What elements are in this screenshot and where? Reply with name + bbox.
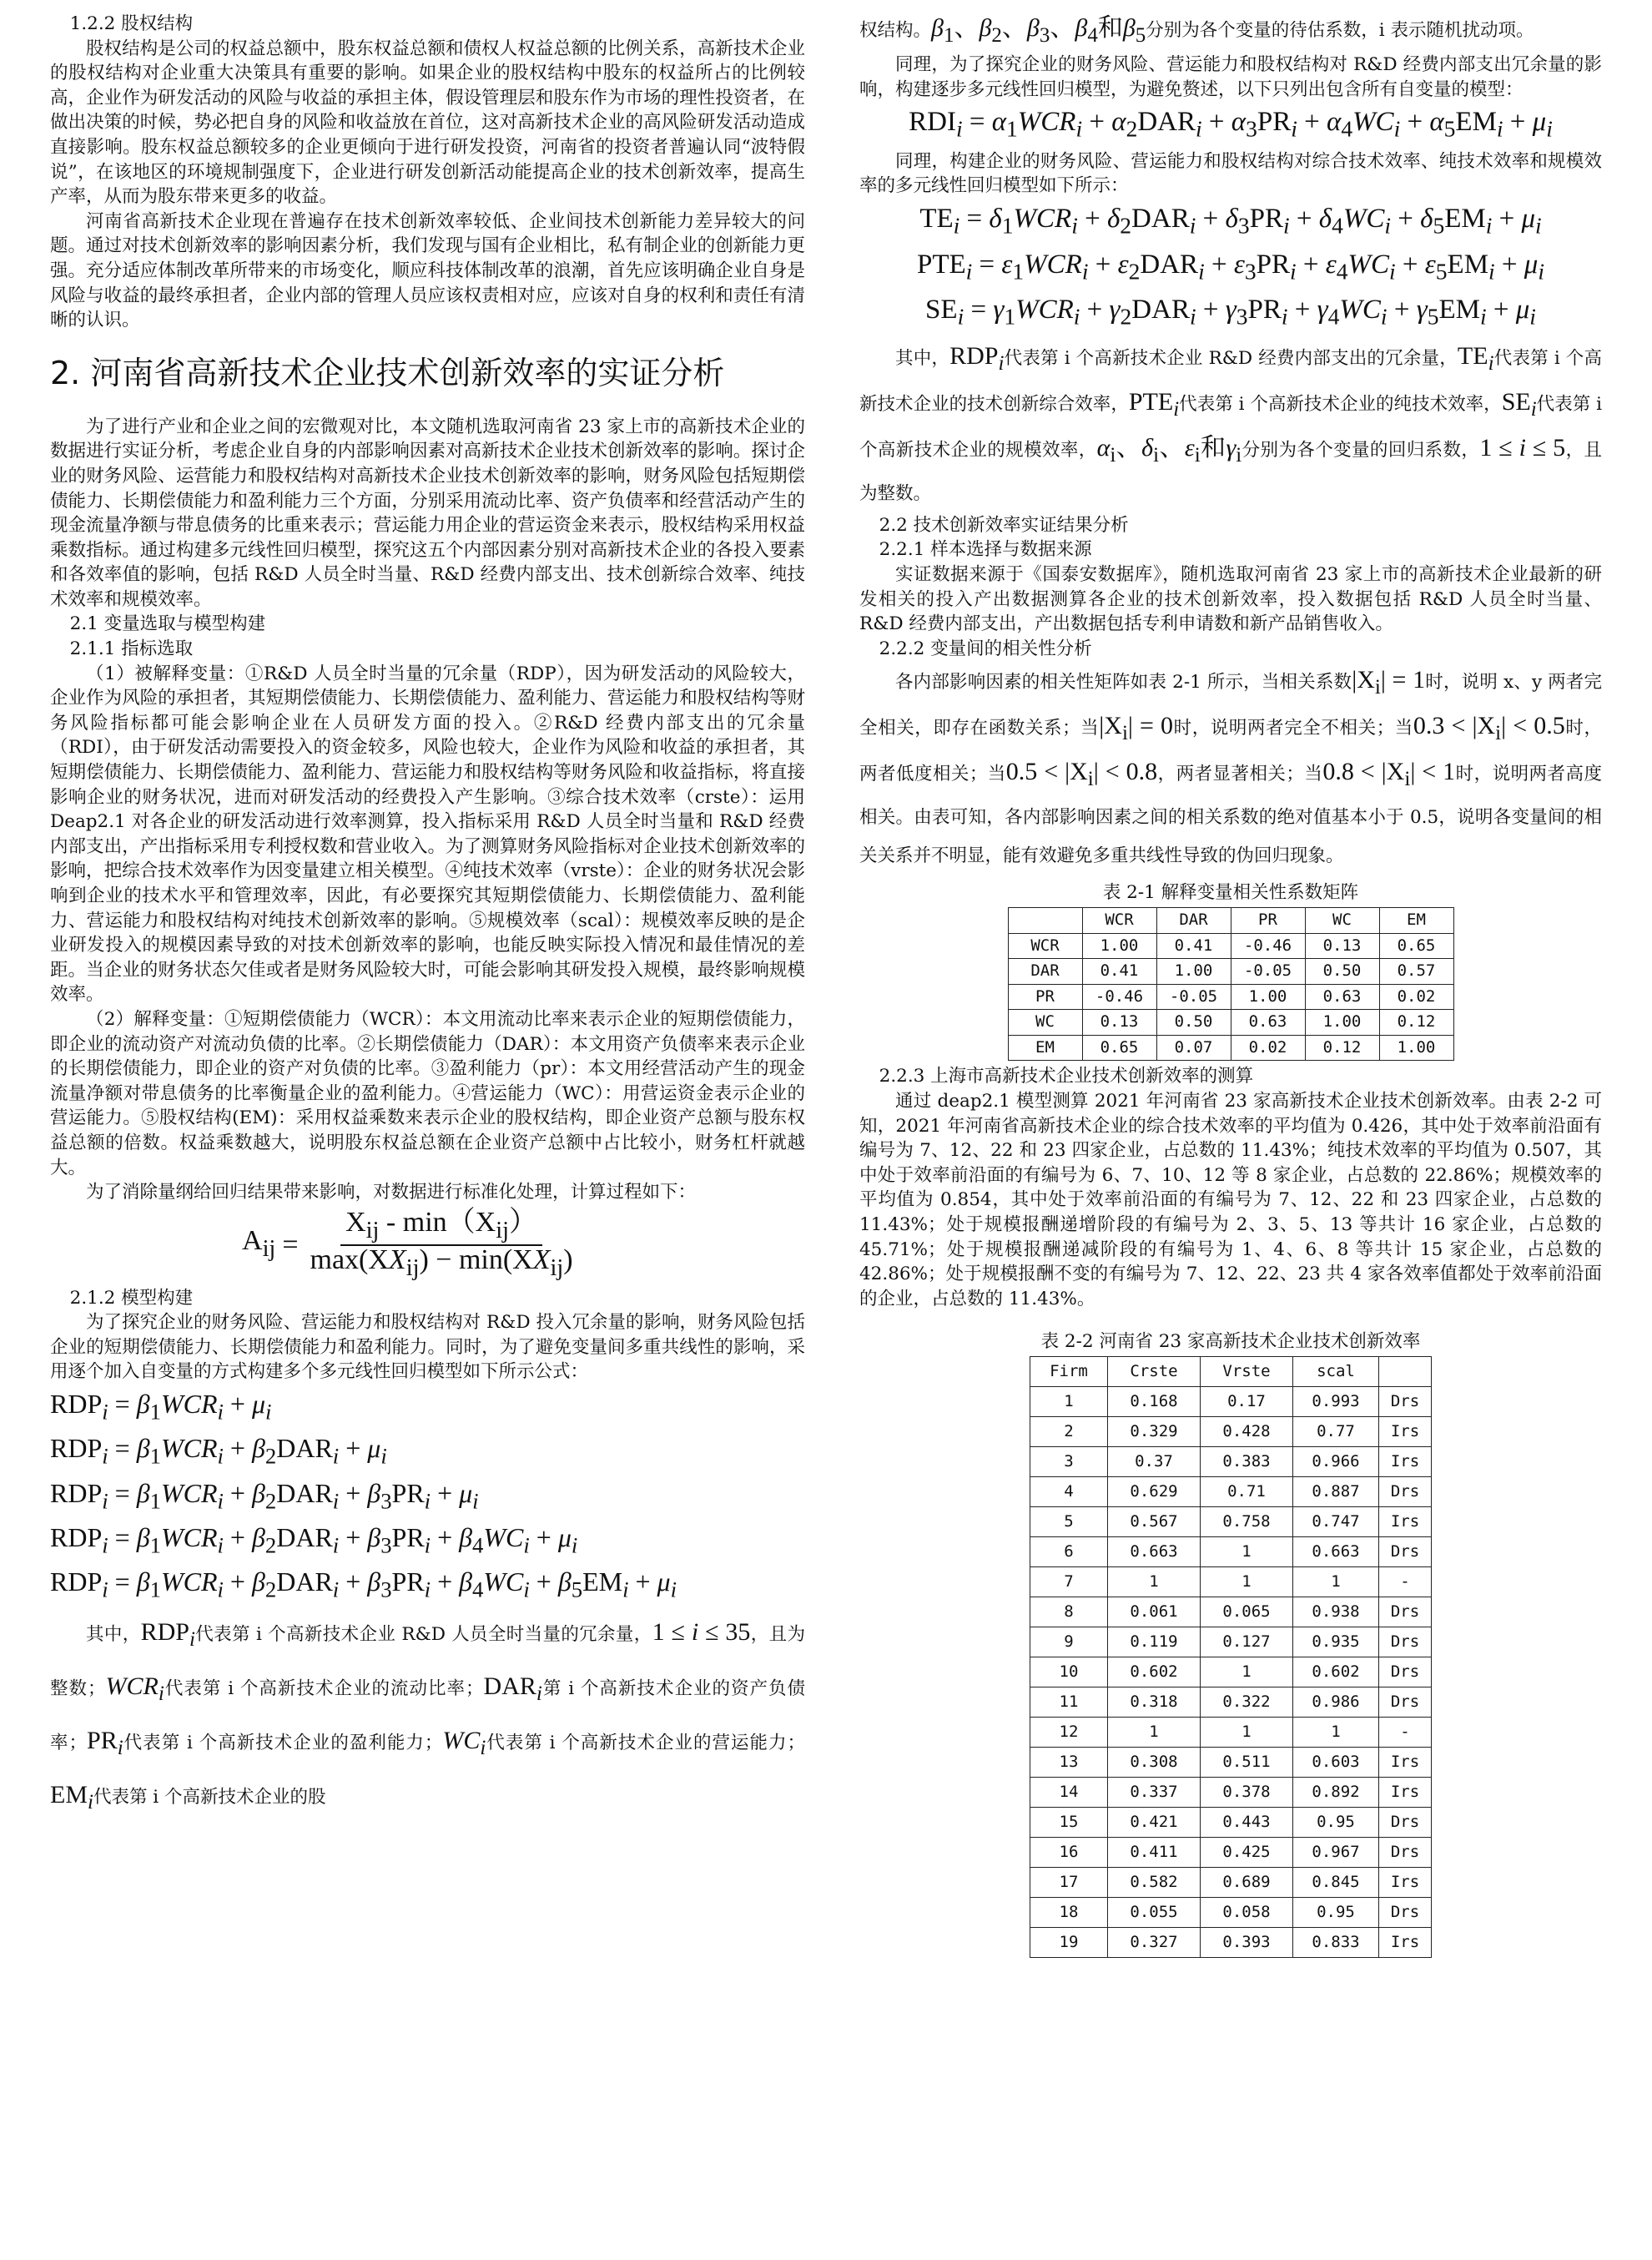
table2-cell: - <box>1379 1567 1432 1597</box>
table-2-2-caption: 表 2-2 河南省 23 家高新技术企业技术创新效率 <box>1040 1331 1421 1353</box>
table1-cell: 0.02 <box>1379 984 1453 1010</box>
table1-cell: 0.63 <box>1305 984 1379 1010</box>
paragraph-equity-structure: 股权结构是公司的权益总额中，股东权益总额和债权人权益总额的比例关系，高新技术企业的股权结构对企业重大决策具有重要的影响。如果企业的股权结构中股东的权益所占的比例较高，企业作为研发活动的风险与收益的承担主体，假设管理层和股东作为市场的理性投资者，在做出决策的时候，势必把自身的风险和收益放在首位，这对高新技术企业的高风险研发活动造成直接影响。股东权益总额较多的企业更倾向于进行研发投资，河南省的投资者普遍认同“波特假说”，在该地区的环境规制强度下，企业进行研发创新活动能提高企业的技术创新效率，提高生产率，从而为股东带来更多的收益。 <box>50 38 805 208</box>
table2-cell: 0.443 <box>1201 1808 1293 1838</box>
table2-row <box>1030 1507 1432 1537</box>
equation-te: $TE_i = \delta_1WCR_i + \delta_2DAR_i + \delta_3PR_i + \delta_4WC_i + \delta_5EM_i + \mu_i$ <box>919 203 1542 239</box>
table2-cell: 0.602 <box>1293 1657 1379 1687</box>
table2-cell: Drs <box>1379 1597 1432 1627</box>
table2-cell: 18 <box>1030 1898 1108 1928</box>
table2-cell: 1 <box>1201 1567 1293 1597</box>
table2-cell: 0.567 <box>1108 1507 1201 1537</box>
equation-pte: $PTE_i = \varepsilon_1WCR_i + \varepsilon_2DAR_i + \varepsilon_3PR_i + \varepsilon_4WC_i + \varepsilon_5EM_i + \mu_i$ <box>916 249 1545 285</box>
table2-cell: 0.747 <box>1293 1507 1379 1537</box>
table1-header-cell: EM <box>1379 907 1453 933</box>
section-heading-2-1-2: 2.1.2 模型构建 <box>69 1287 194 1309</box>
table2-cell: 0.055 <box>1108 1898 1201 1928</box>
table2-cell: 0.95 <box>1293 1898 1379 1928</box>
table2-cell: Drs <box>1379 1808 1432 1838</box>
table2-cell: Irs <box>1379 1928 1432 1958</box>
table2-cell: 0.411 <box>1108 1838 1201 1868</box>
equation-rdp-3: $RDP_i = \beta_1WCR_i + \beta_2DAR_i + \beta_3PR_i + \mu_i$ <box>50 1477 479 1514</box>
paragraph-model-construction: 为了探究企业的财务风险、营运能力和股权结构对 R&D 投入冗余量的影响，财务风险包括企业的短期偿债能力、长期偿债能力和盈利能力。同时，为了避免变量间多重共线性的影响，采用逐个加入自变量的方式构建多个多元线性回归模型如下所示公式： <box>50 1312 805 1383</box>
table2-header-cell: Firm <box>1030 1357 1108 1387</box>
paragraph-correlation: 各内部影响因素的相关性矩阵如表 2-1 所示，当相关系数$|X_i| = 1$时，说明 x、y 两者完全相关，即存在函数关系；当$|X_i| = 0$时，说明两者完全不相关；当$0.3 < |X_i| < 0.5$时，两者低度相关；当$0.5 < |X_i| < 0.8$，两者显著相关；当$0.8 < |X_i| < 1$时，说明两者高度相关。由表可知，各内部影响因素之间的相关系数的绝对值基本小于 0.5，说明各变量间的相关关系并不明显，能有效避免多重共线性导致的伪回归现象。 <box>859 666 1602 867</box>
table2-row <box>1030 1657 1432 1687</box>
table1-cell: 0.57 <box>1379 959 1453 985</box>
table1-row <box>1008 1035 1453 1061</box>
equation-rdi: $RDI_i = \alpha_1WCR_i + \alpha_2DAR_i + \alpha_3PR_i + \alpha_4WC_i + \alpha_5EM_i + \mu_i$ <box>909 107 1553 142</box>
table1-cell: 1.00 <box>1379 1035 1453 1061</box>
table2-cell: Drs <box>1379 1477 1432 1507</box>
table2-cell: 0.127 <box>1201 1627 1293 1657</box>
table2-cell: Drs <box>1379 1537 1432 1567</box>
table1-cell: 0.65 <box>1379 933 1453 959</box>
table2-cell: 3 <box>1030 1447 1108 1477</box>
table2-cell: 0.833 <box>1293 1928 1379 1958</box>
table2-cell: Irs <box>1379 1447 1432 1477</box>
table2-cell: 0.119 <box>1108 1627 1201 1657</box>
table1-header-cell: WC <box>1305 907 1379 933</box>
table2-cell: 7 <box>1030 1567 1108 1597</box>
table2-row <box>1030 1447 1432 1477</box>
paragraph-equity-issues: 河南省高新技术企业现在普遍存在技术创新效率较低、企业间技术创新能力差异较大的问题。通过对技术创新效率的影响因素分析，我们发现与国有企业相比，私有制企业的创新能力更强。充分适应体制改革所带来的市场变化，顺应科技体制改革的浪潮，首先应该明确企业自身是风险与收益的最终承担者，企业内部的管理人员应该权责相对应，应该对自身的权利和责任有清晰的认识。 <box>50 210 805 331</box>
table2-cell: 8 <box>1030 1597 1108 1627</box>
table2-row <box>1030 1718 1432 1748</box>
paragraph-efficiency-model-intro: 同理，构建企业的财务风险、营运能力和股权结构对综合技术效率、纯技术效率和规模效率的多元线性回归模型如下所示： <box>859 150 1602 197</box>
table2-cell: 0.17 <box>1201 1387 1293 1417</box>
table2-cell: 0.308 <box>1108 1748 1201 1778</box>
table2-cell: 0.322 <box>1201 1687 1293 1718</box>
section-heading-2-2: 2.2 技术创新效率实证结果分析 <box>879 514 1129 536</box>
table2-cell: 14 <box>1030 1778 1108 1808</box>
table2-row <box>1030 1597 1432 1627</box>
table2-cell: 0.663 <box>1293 1537 1379 1567</box>
table2-cell: 0.425 <box>1201 1838 1293 1868</box>
table2-cell: 0.37 <box>1108 1447 1201 1477</box>
table2-row <box>1030 1868 1432 1898</box>
table2-cell: 0.061 <box>1108 1597 1201 1627</box>
table2-cell: 11 <box>1030 1687 1108 1718</box>
table2-header-row <box>1030 1357 1432 1387</box>
table2-cell: Drs <box>1379 1627 1432 1657</box>
table1-cell: 1.00 <box>1082 933 1156 959</box>
table2-cell: 0.986 <box>1293 1687 1379 1718</box>
table2-cell: 0.689 <box>1201 1868 1293 1898</box>
equation-se: $SE_i = \gamma_1WCR_i + \gamma_2DAR_i + \gamma_3PR_i + \gamma_4WC_i + \gamma_5EM_i + \mu_i$ <box>925 295 1536 330</box>
equation-rdp-5: $RDP_i = \beta_1WCR_i + \beta_2DAR_i + \beta_3PR_i + \beta_4WC_i + \beta_5EM_i + \mu_i$ <box>50 1566 677 1602</box>
table2-cell: 0.337 <box>1108 1778 1201 1808</box>
table2-cell: 0.892 <box>1293 1778 1379 1808</box>
table1-cell: 0.13 <box>1305 933 1379 959</box>
table2-cell: Drs <box>1379 1898 1432 1928</box>
table1-cell: 1.00 <box>1231 984 1305 1010</box>
table2-cell: 1 <box>1201 1718 1293 1748</box>
table1-cell: 0.07 <box>1156 1035 1231 1061</box>
table2-cell: 0.318 <box>1108 1687 1201 1718</box>
table2-cell: 0.327 <box>1108 1928 1201 1958</box>
equation-rdp-2: $RDP_i = \beta_1WCR_i + \beta_2DAR_i + \mu_i$ <box>50 1433 387 1469</box>
table2-cell: 17 <box>1030 1868 1108 1898</box>
table2-cell: 15 <box>1030 1808 1108 1838</box>
table1-cell: 0.50 <box>1156 1010 1231 1036</box>
table2-row <box>1030 1387 1432 1417</box>
correlation-matrix-table <box>1008 907 1454 1062</box>
section-heading-2-2-3: 2.2.3 上海市高新技术企业技术创新效率的测算 <box>879 1066 1254 1087</box>
table1-cell: 0.02 <box>1231 1035 1305 1061</box>
table1-cell: -0.05 <box>1156 984 1231 1010</box>
table1-cell: WC <box>1008 1010 1082 1036</box>
paragraph-continuation: 权结构。$\beta_1$、$\beta_2$、$\beta_3$、$\beta_4$和$\beta_5$分别为各个变量的待估系数，i 表示随机扰动项。 <box>859 14 1534 47</box>
table2-cell: 0.428 <box>1201 1417 1293 1447</box>
table2-cell: Irs <box>1379 1507 1432 1537</box>
table2-cell: 0.967 <box>1293 1838 1379 1868</box>
paragraph-explained-variables: （1）被解释变量：①R&D 人员全时当量的冗余量（RDP），因为研发活动的风险较大，企业作为风险的承担者，其短期偿债能力、长期偿债能力、盈利能力、营运能力和股权结构等财务风险指标都可能会影响企业在人员研发方面的投入。②R&D 经费内部支出的冗余量（RDI），由于研发活动需要投入的资金较多，风险也较大，企业作为风险和收益的承担者，其短期偿债能力、长期偿债能力、盈利能力、营运能力和股权结构等财务风险和收益指标，将直接影响企业的财务状况，进而对研发活动的经费投入产生影响。③综合技术效率（crste）：运用 Deap2.1 对各企业的研发活动进行效率测算，投入指标采用 R&D 人员全时当量和 R&D 经费内部支出，产出指标采用专利授权数和营业收入。为了测算财务风险指标对企业技术创新效率的影响，把综合技术效率作为因变量建立相关模型。④纯技术效率（vrste）：企业的财务状况会影响到企业的技术水平和管理效率，因此，有必要探究其短期偿债能力、长期偿债能力、盈利能力、营运能力和股权结构对纯技术创新效率的影响。⑤规模效率（scal）：规模效率反映的是企业研发投入的规模因素导致的对技术创新效率的影响，也能反映实际投入情况和最佳情况的差距。当企业的财务状态欠佳或者是财务风险较大时，可能会影响其研发投入规模，最终影响规模效率。 <box>50 663 805 1006</box>
table2-cell: 9 <box>1030 1627 1108 1657</box>
table2-cell: 0.77 <box>1293 1417 1379 1447</box>
table2-row <box>1030 1748 1432 1778</box>
section-heading-2-1: 2.1 变量选取与模型构建 <box>69 613 266 635</box>
table1-cell: 0.12 <box>1379 1010 1453 1036</box>
table1-row <box>1008 1010 1453 1036</box>
table2-cell: 0.378 <box>1201 1778 1293 1808</box>
paragraph-data-source: 实证数据来源于《国泰安数据库》，随机选取河南省 23 家上市的高新技术企业最新的研发相关的投入产出数据测算各企业的技术创新效率，投入数据包括 R&D 人员全时当量、R&D 经费内部支出，产出数据包括专利申请数和新产品销售收入。 <box>859 563 1602 635</box>
table2-row <box>1030 1477 1432 1507</box>
table2-cell: Irs <box>1379 1778 1432 1808</box>
table1-header-cell <box>1008 907 1082 933</box>
table1-cell: 0.63 <box>1231 1010 1305 1036</box>
table1-cell: 1.00 <box>1305 1010 1379 1036</box>
table2-cell: 0.95 <box>1293 1808 1379 1838</box>
table1-cell: -0.05 <box>1231 959 1305 985</box>
table2-cell: 0.393 <box>1201 1928 1293 1958</box>
table2-cell: 0.938 <box>1293 1597 1379 1627</box>
table2-cell: 1 <box>1201 1657 1293 1687</box>
paragraph-rdi-intro: 同理，为了探究企业的财务风险、营运能力和股权结构对 R&D 经费内部支出冗余量的影响，构建逐步多元线性回归模型，为避免赘述，以下只列出包含所有自变量的模型： <box>859 54 1602 100</box>
table2-row <box>1030 1838 1432 1868</box>
table2-cell: 0.602 <box>1108 1657 1201 1687</box>
table2-header-cell <box>1379 1357 1432 1387</box>
table2-cell: 0.058 <box>1201 1898 1293 1928</box>
table2-header-cell: Crste <box>1108 1357 1201 1387</box>
left-column <box>50 12 805 1826</box>
table1-row <box>1008 933 1453 959</box>
paragraph-efficiency-definitions: 其中，$RDP_i$代表第 i 个高新技术企业 R&D 经费内部支出的冗余量，$TE_i$代表第 i 个高新技术企业的技术创新综合效率，$PTE_i$代表第 i 个高新技术企业的纯技术效率，$SE_i$代表第 i 个高新技术企业的规模效率，$\alpha_i$、$\delta_i$、$\varepsilon_i$和$\gamma_i$分别为各个变量的回归系数，1 ≤ i ≤ 5，且为整数。 <box>859 341 1602 504</box>
table1-cell: 0.13 <box>1082 1010 1156 1036</box>
table1-header-cell: WCR <box>1082 907 1156 933</box>
table2-cell: 12 <box>1030 1718 1108 1748</box>
table2-cell: 13 <box>1030 1748 1108 1778</box>
table1-cell: 0.41 <box>1156 933 1231 959</box>
table2-row <box>1030 1778 1432 1808</box>
table2-row <box>1030 1928 1432 1958</box>
table1-cell: DAR <box>1008 959 1082 985</box>
table1-cell: -0.46 <box>1082 984 1156 1010</box>
table2-cell: 0.168 <box>1108 1387 1201 1417</box>
table2-cell: Drs <box>1379 1387 1432 1417</box>
paragraph-variable-definitions: 其中，$RDP_i$代表第 i 个高新技术企业 R&D 人员全时当量的冗余量，1 ≤ i ≤ 35，且为整数；$WCR_i$代表第 i 个高新技术企业的流动比率；$DAR_i$第 i 个高新技术企业的资产负债率；$PR_i$代表第 i 个高新技术企业的盈利能力；$WC_i$代表第 i 个高新技术企业的营运能力；$EM_i$代表第 i 个高新技术企业的股 <box>50 1617 806 1814</box>
table2-cell: 1 <box>1108 1567 1201 1597</box>
table2-header-cell: scal <box>1293 1357 1379 1387</box>
table2-cell: 4 <box>1030 1477 1108 1507</box>
table2-cell: 1 <box>1293 1567 1379 1597</box>
table1-row <box>1008 984 1453 1010</box>
table2-cell: 0.993 <box>1293 1387 1379 1417</box>
table2-cell: Drs <box>1379 1687 1432 1718</box>
standardization-formula: $A_{ij}$ = $\frac{X_{ij} - \min(X_{ij})}{\max(XX_{ij}) - \min(XX_{ij})}$ <box>242 1206 573 1281</box>
table2-cell: Drs <box>1379 1657 1432 1687</box>
table2-cell: 0.71 <box>1201 1477 1293 1507</box>
table2-cell: 0.887 <box>1293 1477 1379 1507</box>
table1-cell: 0.41 <box>1082 959 1156 985</box>
paragraph-intro: 为了进行产业和企业之间的宏微观对比，本文随机选取河南省 23 家上市的高新技术企业的数据进行实证分析，考虑企业自身的内部影响因素对高新技术企业技术创新效率的影响。探讨企业的财务风险、运营能力和股权结构对高新技术企业技术创新效率的影响，财务风险包括短期偿债能力、长期偿债能力和盈利能力三个方面，分别采用流动比率、资产负债率和经营活动产生的现金流量净额与带息债务的比重来表示；营运能力用企业的营运资金来表示，股权结构采用权益乘数指标。通过构建多元线性回归模型，探究这五个内部因素分别对高新技术企业的各投入要素和各效率值的影响，包括 R&D 人员全时当量、R&D 经费内部支出、技术创新综合效率、纯技术效率和规模效率。 <box>50 416 805 610</box>
table2-row <box>1030 1808 1432 1838</box>
table2-cell: 0.383 <box>1201 1447 1293 1477</box>
table2-cell: 0.663 <box>1108 1537 1201 1567</box>
table2-cell: 1 <box>1201 1537 1293 1567</box>
table1-header-cell: PR <box>1231 907 1305 933</box>
table2-cell: 0.329 <box>1108 1417 1201 1447</box>
section-heading-2-1-1: 2.1.1 指标选取 <box>69 638 194 660</box>
table-2-1-caption: 表 2-1 解释变量相关性系数矩阵 <box>1102 882 1359 904</box>
paragraph-explanatory-variables: （2）解释变量：①短期偿债能力（WCR）：本文用流动比率来表示企业的短期偿债能力，即企业的流动资产对流动负债的比率。②长期偿债能力（DAR）：本文用资产负债率来表示企业的长期偿债能力，即企业的资产对负债的比率。③盈利能力（pr）：本文用经营活动产生的现金流量净额对带息债务的比率衡量企业的盈利能力。④营运能力（WC）：用营运资金表示企业的营运能力。⑤股权结构(EM)：采用权益乘数来表示企业的股权结构，即企业资产总额与股东权益总额的倍数。权益乘数越大，说明股东权益总额在企业资产总额中占比较小，财务杠杆就越大。 <box>50 1008 805 1178</box>
table2-cell: 0.935 <box>1293 1627 1379 1657</box>
table2-cell: - <box>1379 1718 1432 1748</box>
table1-header-cell: DAR <box>1156 907 1231 933</box>
table2-row <box>1030 1417 1432 1447</box>
equation-rdp-1: $RDP_i = \beta_1WCR_i + \mu_i$ <box>50 1388 272 1425</box>
table2-cell: 0.966 <box>1293 1447 1379 1477</box>
table2-cell: 2 <box>1030 1417 1108 1447</box>
table1-cell: EM <box>1008 1035 1082 1061</box>
table2-cell: 0.629 <box>1108 1477 1201 1507</box>
table2-cell: 1 <box>1293 1718 1379 1748</box>
table2-cell: 0.511 <box>1201 1748 1293 1778</box>
table2-cell: 16 <box>1030 1838 1108 1868</box>
section-heading-2-2-1: 2.2.1 样本选择与数据来源 <box>879 539 1092 561</box>
table2-cell: 0.582 <box>1108 1868 1201 1898</box>
table1-cell: 0.65 <box>1082 1035 1156 1061</box>
table2-cell: 0.065 <box>1201 1597 1293 1627</box>
table1-cell: 0.12 <box>1305 1035 1379 1061</box>
table2-cell: 0.603 <box>1293 1748 1379 1778</box>
paragraph-efficiency-results: 通过 deap2.1 模型测算 2021 年河南省 23 家高新技术企业技术创新效率。由表 2-2 可知，2021 年河南省高新技术企业的综合技术效率的平均值为 0.426，其中处于效率前沿面有编号为 7、12、22 和 23 四家企业，占总数的 11.43%；纯技术效率的平均值为 0.507，其中处于效率前沿面的有编号为 6、7、10、12 等 8 家企业，占总数的 22.86%；规模效率的平均值为 0.854，其中处于效率前沿面的有编号为 7、12、22 和 23 四家企业，占总数的 11.43%；处于规模报酬递增阶段的有编号为 2、3、5、13 等共计 16 家企业，占总数的 45.71%；处于规模报酬递减阶段的有编号为 1、4、6、8 等共计 15 家企业，占总数的 42.86%；处于规模报酬不变的有编号为 7、12、22、23 共 4 家各效率值都处于效率前沿面的企业，占总数的 11.43%。 <box>859 1091 1602 1309</box>
table2-cell: 1 <box>1030 1387 1108 1417</box>
table2-cell: 6 <box>1030 1537 1108 1567</box>
equation-rdp-4: $RDP_i = \beta_1WCR_i + \beta_2DAR_i + \beta_3PR_i + \beta_4WC_i + \mu_i$ <box>50 1522 578 1558</box>
table2-row <box>1030 1537 1432 1567</box>
table2-header-cell: Vrste <box>1201 1357 1293 1387</box>
paragraph-standardization: 为了消除量纲给回归结果带来影响，对数据进行标准化处理，计算过程如下： <box>86 1182 697 1203</box>
table1-cell: PR <box>1008 984 1082 1010</box>
table1-cell: 0.50 <box>1305 959 1379 985</box>
table2-cell: 0.845 <box>1293 1868 1379 1898</box>
chapter-heading-2: 2. 河南省高新技术企业技术创新效率的实证分析 <box>50 354 725 391</box>
table2-cell: Irs <box>1379 1417 1432 1447</box>
table2-cell: 5 <box>1030 1507 1108 1537</box>
table2-row <box>1030 1627 1432 1657</box>
right-column <box>859 12 1602 1958</box>
table2-row <box>1030 1687 1432 1718</box>
table1-cell: WCR <box>1008 933 1082 959</box>
table2-row <box>1030 1567 1432 1597</box>
table2-cell: 0.421 <box>1108 1808 1201 1838</box>
table2-cell: 1 <box>1108 1718 1201 1748</box>
table2-cell: Irs <box>1379 1868 1432 1898</box>
table1-row <box>1008 959 1453 985</box>
efficiency-table <box>1030 1356 1432 1958</box>
table1-header-row <box>1008 907 1453 933</box>
table1-cell: 1.00 <box>1156 959 1231 985</box>
table2-cell: Drs <box>1379 1838 1432 1868</box>
table2-cell: 19 <box>1030 1928 1108 1958</box>
table2-cell: Irs <box>1379 1748 1432 1778</box>
table1-cell: -0.46 <box>1231 933 1305 959</box>
table2-cell: 0.758 <box>1201 1507 1293 1537</box>
section-heading-2-2-2: 2.2.2 变量间的相关性分析 <box>879 638 1092 659</box>
table2-row <box>1030 1898 1432 1928</box>
section-heading-1-2-2: 1.2.2 股权结构 <box>69 13 194 34</box>
table2-cell: 10 <box>1030 1657 1108 1687</box>
